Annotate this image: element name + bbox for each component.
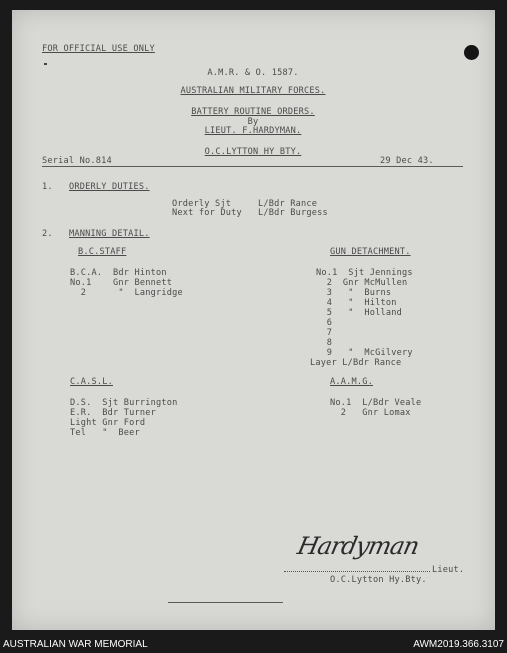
roster-line: 2 " Langridge [70, 288, 183, 298]
roster-line: E.R. Bdr Turner [70, 408, 156, 418]
roster-line: No.1 L/Bdr Veale [330, 398, 422, 408]
roster-line: No.1 Gnr Bennett [70, 278, 173, 288]
section-number: 1. [42, 182, 53, 192]
roster-line: 9 " McGilvery [316, 348, 413, 358]
footer-accession-number: AWM2019.366.3107 [413, 639, 504, 650]
header-rule [42, 166, 463, 167]
signature-rank: Lieut. [432, 565, 465, 575]
unit-line: O.C.LYTTON HY BTY. [204, 147, 302, 157]
roster-line: 2 Gnr McMullen [316, 278, 408, 288]
footer-archive-name: AUSTRALIAN WAR MEMORIAL [3, 639, 148, 650]
roster-line: D.S. Sjt Burrington [70, 398, 178, 408]
signature-dotted-line [284, 571, 430, 572]
classification-label: FOR OFFICIAL USE ONLY [42, 44, 155, 54]
closing-rule [168, 602, 283, 603]
section-heading: MANNING DETAIL. [69, 229, 150, 239]
roster-line: 8 [316, 338, 333, 348]
roster-line: 5 " Holland [316, 308, 402, 318]
roster-line: 4 " Hilton [316, 298, 397, 308]
duty-line: Orderly Sjt L/Bdr Rance [172, 199, 318, 209]
punch-hole [464, 45, 479, 60]
aamg-heading: A.A.M.G. [330, 377, 373, 387]
roster-line: Tel " Beer [70, 428, 140, 438]
roster-line: 2 Gnr Lomax [330, 408, 411, 418]
duty-line: Next for Duty L/Bdr Burgess [172, 208, 328, 218]
roster-line: B.C.A. Bdr Hinton [70, 268, 167, 278]
serial-number: Serial No.814 [42, 156, 112, 166]
organisation-heading: AUSTRALIAN MILITARY FORCES. [180, 86, 326, 96]
roster-line: 3 " Burns [316, 288, 392, 298]
pen-mark [44, 63, 47, 65]
roster-line: 6 [316, 318, 333, 328]
by-line: By [247, 117, 259, 127]
roster-line: 7 [316, 328, 333, 338]
section-number: 2. [42, 229, 53, 239]
document-page [12, 10, 495, 630]
signature-title: O.C.Lytton Hy.Bty. [330, 575, 427, 585]
roster-line: No.1 Sjt Jennings [316, 268, 413, 278]
casl-heading: C.A.S.L. [70, 377, 113, 387]
reference-line: A.M.R. & O. 1587. [207, 68, 299, 78]
roster-line: Layer L/Bdr Rance [310, 358, 402, 368]
section-heading: ORDERLY DUTIES. [69, 182, 150, 192]
order-date: 29 Dec 43. [380, 156, 434, 166]
handwritten-signature: Hardyman [295, 532, 422, 560]
roster-line: Light Gnr Ford [70, 418, 146, 428]
gun-detachment-heading: GUN DETACHMENT. [330, 247, 411, 257]
issuer-line: LIEUT. F.HARDYMAN. [204, 126, 302, 136]
bc-staff-heading: B.C.STAFF [78, 247, 127, 257]
document-title: BATTERY ROUTINE ORDERS. [191, 107, 315, 117]
